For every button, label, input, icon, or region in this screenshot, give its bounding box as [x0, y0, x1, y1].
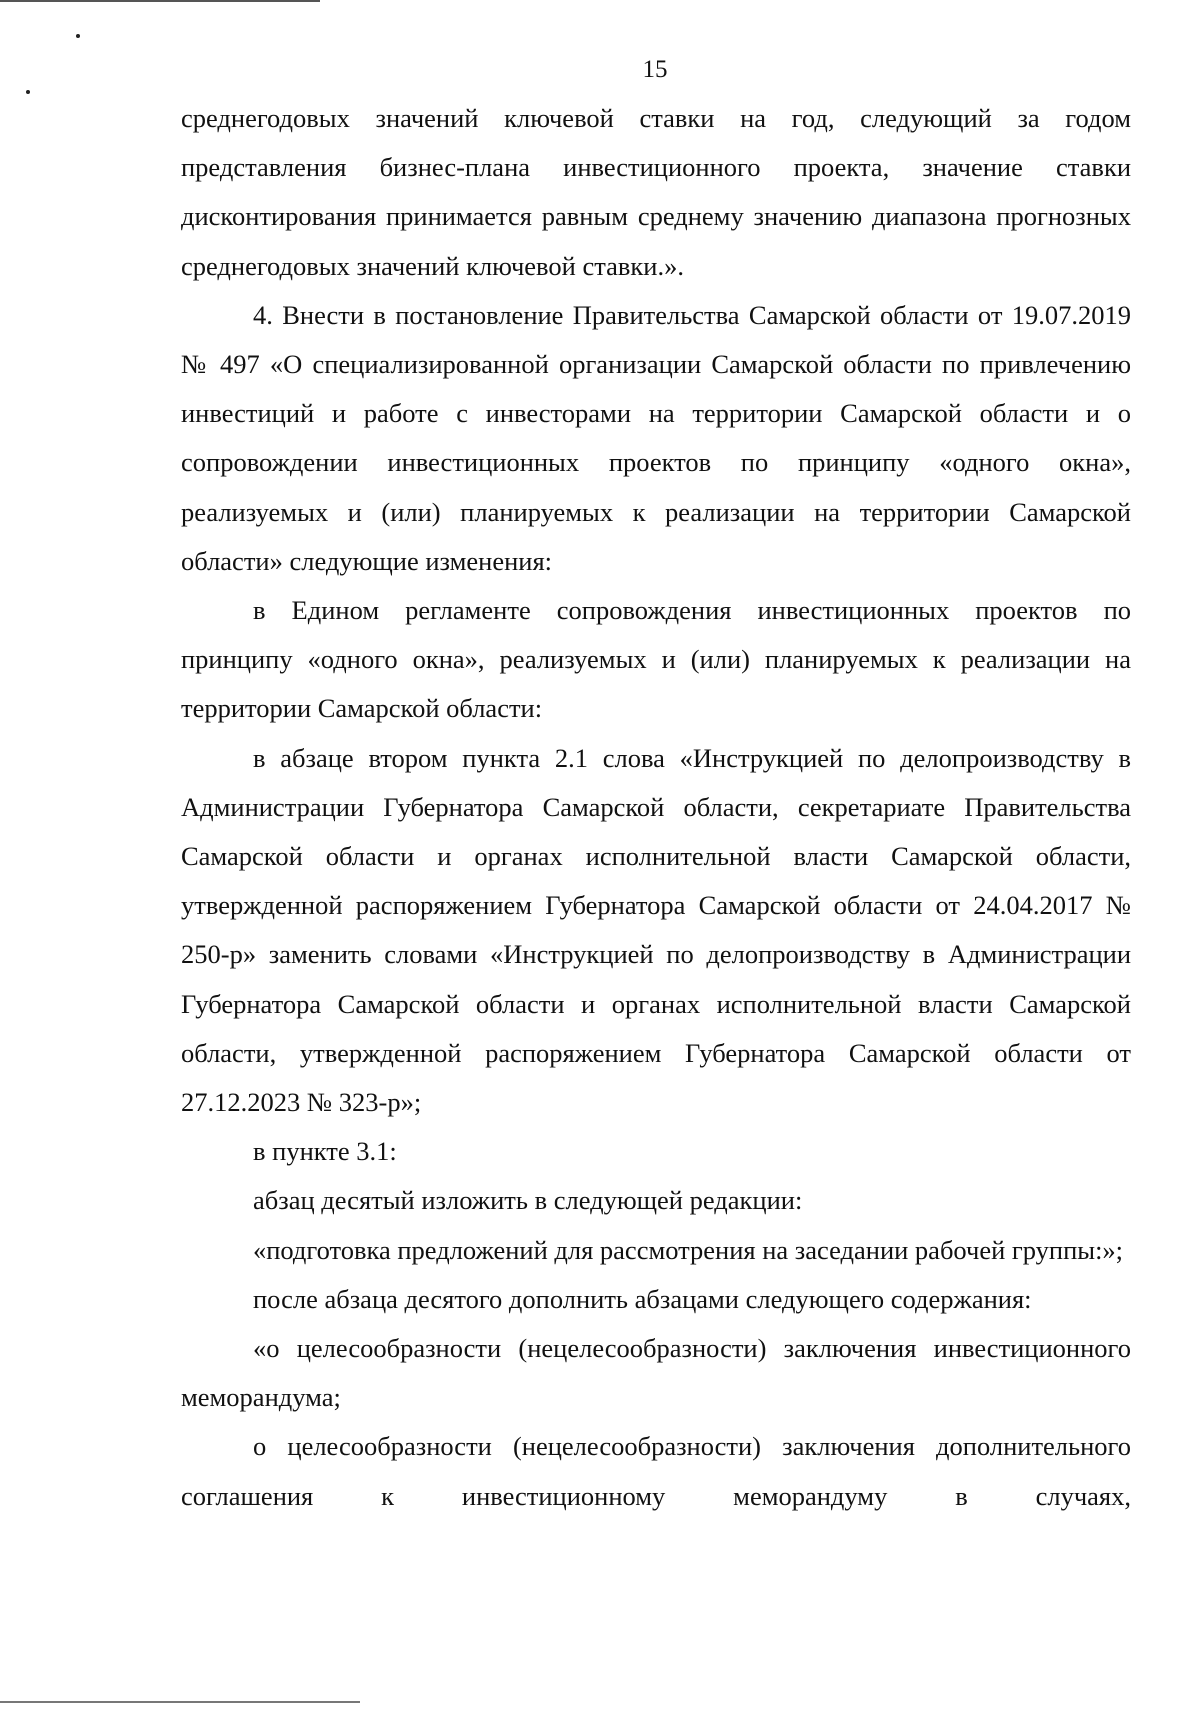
- paragraph-supplementary-agreement: о целесообразности (нецелесообразности) заключения дополнительного соглашения к инвестиционному меморандуму в случаях,: [181, 1431, 1131, 1511]
- paragraph-after-tenth-abzac: после абзаца десятого дополнить абзацами следующего содержания:: [253, 1283, 1032, 1314]
- page-number: 15: [642, 56, 668, 83]
- paragraph-clause-3-1: в пункте 3.1:: [253, 1136, 397, 1167]
- paragraph-tenth-abzac-edit: абзац десятый изложить в следующей редакции:: [253, 1185, 803, 1216]
- paragraph-item-4: 4. Внести в постановление Правительства Самарской области от 19.07.2019 № 497 «О специализированной организации Самарской области по привлечению инвестиций и работе с инвесторами на территории Самарской области и о сопровождении инвестиционных проектов по принципу «одного окна», реализуемых и (или) планируемых к реализации на территории Самарской области» следующие изменения:: [181, 299, 1131, 576]
- paragraph-memorandum-expediency: «о целесообразности (нецелесообразности) заключения инвестиционного меморандума;: [181, 1333, 1131, 1413]
- paragraph-clause-2-1-amendment: в абзаце втором пункта 2.1 слова «Инструкцией по делопроизводству в Администрации Губернатора Самарской области, секретариате Правительства Самарской области и органах исполнительной власти Самарской области, утвержденной распоряжением Губернатора Самарской области от 24.04.2017 № 250-р» заменить словами «Инструкцией по делопроизводству в Администрации Губернатора Самарской области и органах исполнительной власти Самарской области, утвержденной распоряжением Губернатора Самарской области от 27.12.2023 № 323-р»;: [181, 742, 1131, 1118]
- document-body: [181, 94, 1131, 1521]
- scan-speck: [76, 34, 80, 38]
- paragraph-discount-rate-continuation: среднегодовых значений ключевой ставки на год, следующий за годом представления бизнес-плана инвестиционного проекта, значение ставки дисконтирования принимается равным среднему значению диапазона прогнозных среднегодовых значений ключевой ставки.».: [181, 103, 1131, 281]
- paragraph-unified-regulation: в Едином регламенте сопровождения инвестиционных проектов по принципу «одного окна», реализуемых и (или) планируемых к реализации на территории Самарской области:: [181, 595, 1131, 724]
- scan-speck: [26, 90, 30, 94]
- scan-edge-top: [0, 0, 320, 2]
- paragraph-quoted-preparation: «подготовка предложений для рассмотрения на заседании рабочей группы:»;: [253, 1234, 1124, 1265]
- scan-edge-bottom: [0, 1701, 360, 1703]
